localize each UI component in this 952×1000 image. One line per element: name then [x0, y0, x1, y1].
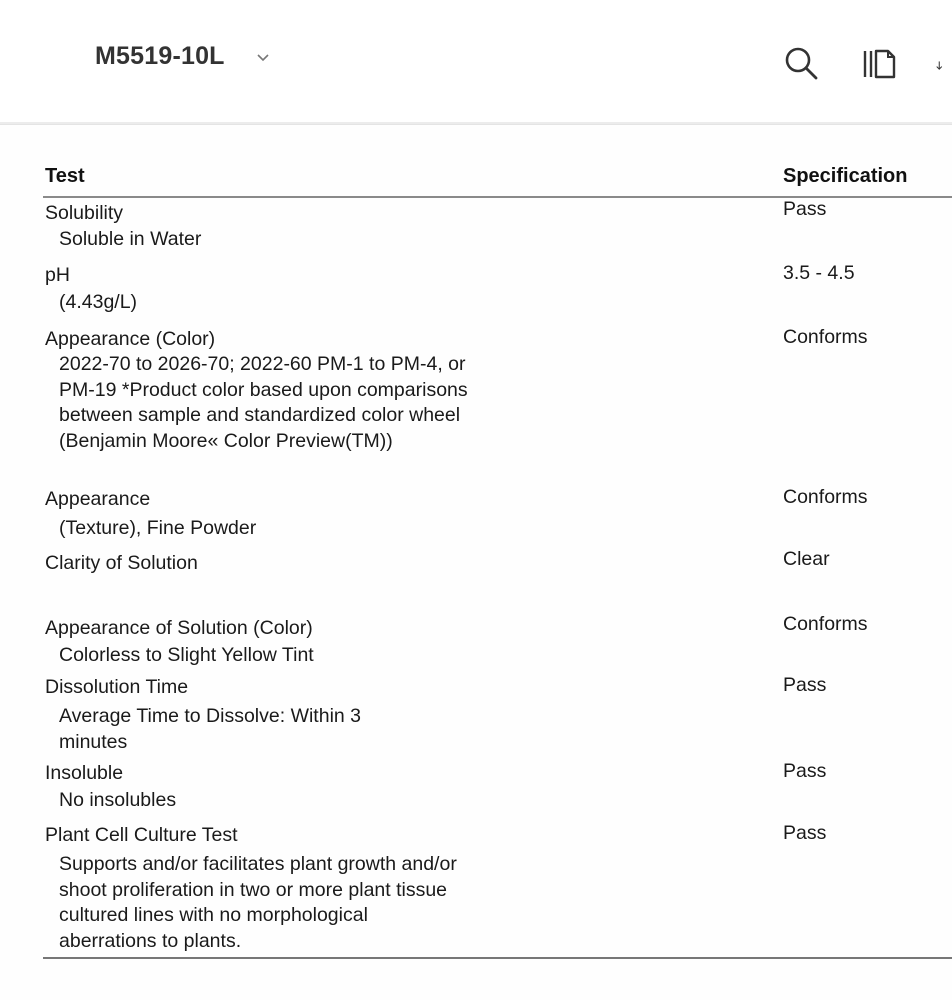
test-spec: 3.5 - 4.5 [783, 262, 855, 284]
test-detail: Average Time to Dissolve: Within 3 minutes [59, 705, 362, 753]
document-title: M5519-10L [95, 42, 225, 70]
download-icon [935, 44, 952, 84]
test-name: Plant Cell Culture Test [45, 824, 238, 846]
test-detail: Supports and/or facilitates plant growth and/or shoot proliferation in two or more plant tissue cultured lines with no morphological aberrations to plants. [59, 853, 457, 952]
test-name: Appearance of Solution (Color) [45, 617, 313, 639]
test-spec: Clear [783, 548, 830, 570]
search-button[interactable] [782, 44, 822, 84]
test-name: Appearance (Color) [45, 328, 216, 350]
test-spec: Pass [783, 198, 827, 220]
test-spec: Conforms [783, 486, 868, 508]
more-button[interactable] [935, 44, 952, 84]
test-name: Clarity of Solution [45, 552, 198, 574]
test-detail: No insolubles [59, 789, 177, 811]
test-spec: Pass [783, 822, 827, 844]
test-spec: Conforms [783, 613, 868, 635]
document-viewer [0, 124, 952, 1000]
panel-button[interactable] [860, 44, 900, 84]
test-name: pH [45, 264, 70, 286]
test-detail: (Texture), Fine Powder [59, 517, 257, 539]
test-detail: 2022-70 to 2026-70; 2022-60 PM-1 to PM-4, or PM-19 *Product color based upon comparisons between sample and standardized color wheel (Benjamin Moore« Color Preview(TM)) [59, 353, 468, 452]
test-spec: Conforms [783, 326, 868, 348]
test-spec: Pass [783, 674, 827, 696]
test-spec: Pass [783, 760, 827, 782]
test-name: Insoluble [45, 762, 124, 784]
test-name: Solubility [45, 202, 124, 224]
search-icon [782, 44, 822, 84]
column-header-test: Test [45, 165, 85, 187]
test-detail: Soluble in Water [59, 228, 202, 250]
document-selector[interactable] [95, 42, 271, 71]
test-detail: (4.43g/L) [59, 291, 138, 313]
document-page [0, 124, 952, 1000]
test-detail: Colorless to Slight Yellow Tint [59, 644, 314, 666]
top-toolbar [0, 0, 952, 124]
test-name: Appearance [45, 488, 151, 510]
test-name: Dissolution Time [45, 676, 189, 698]
table-bottom-divider [43, 957, 952, 959]
panel-icon [860, 44, 900, 84]
chevron-down-icon [255, 51, 271, 63]
column-header-specification: Specification [783, 165, 908, 187]
